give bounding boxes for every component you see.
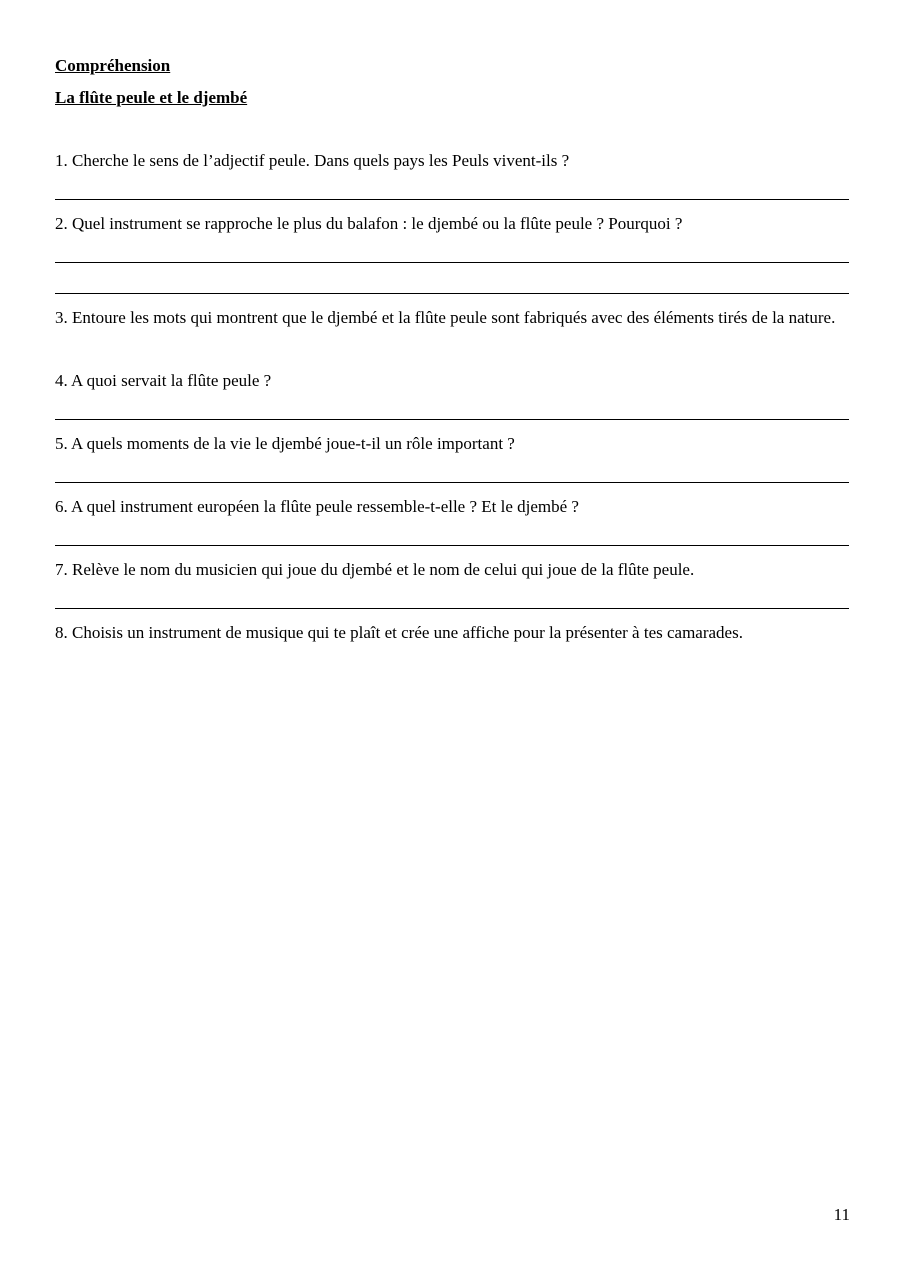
question-8: 8. Choisis un instrument de musique qui te plaît et crée une affiche pour la présenter à tes camarades. [55,623,743,642]
text-title: La flûte peule et le djembé [55,88,248,107]
question-6: 6. A quel instrument européen la flûte peule ressemble-t-elle ? Et le djembé ? [55,497,579,516]
answer-line [55,293,849,294]
answer-line [55,545,849,546]
answer-line [55,199,849,200]
page-number: 11 [833,1205,850,1224]
answer-line [55,262,849,263]
section-title: Compréhension [55,56,171,75]
answer-line [55,482,849,483]
question-4: 4. A quoi servait la flûte peule ? [55,371,272,390]
answer-line [55,419,849,420]
question-5: 5. A quels moments de la vie le djembé joue-t-il un rôle important ? [55,434,515,453]
question-2: 2. Quel instrument se rapproche le plus du balafon : le djembé ou la flûte peule ? Pourquoi ? [55,214,683,233]
question-7: 7. Relève le nom du musicien qui joue du djembé et le nom de celui qui joue de la flûte peule. [55,560,695,579]
answer-line [55,608,849,609]
question-1: 1. Cherche le sens de l’adjectif peule. Dans quels pays les Peuls vivent-ils ? [55,151,570,170]
question-3: 3. Entoure les mots qui montrent que le djembé et la flûte peule sont fabriqués avec des éléments tirés de la nature. [55,308,836,327]
